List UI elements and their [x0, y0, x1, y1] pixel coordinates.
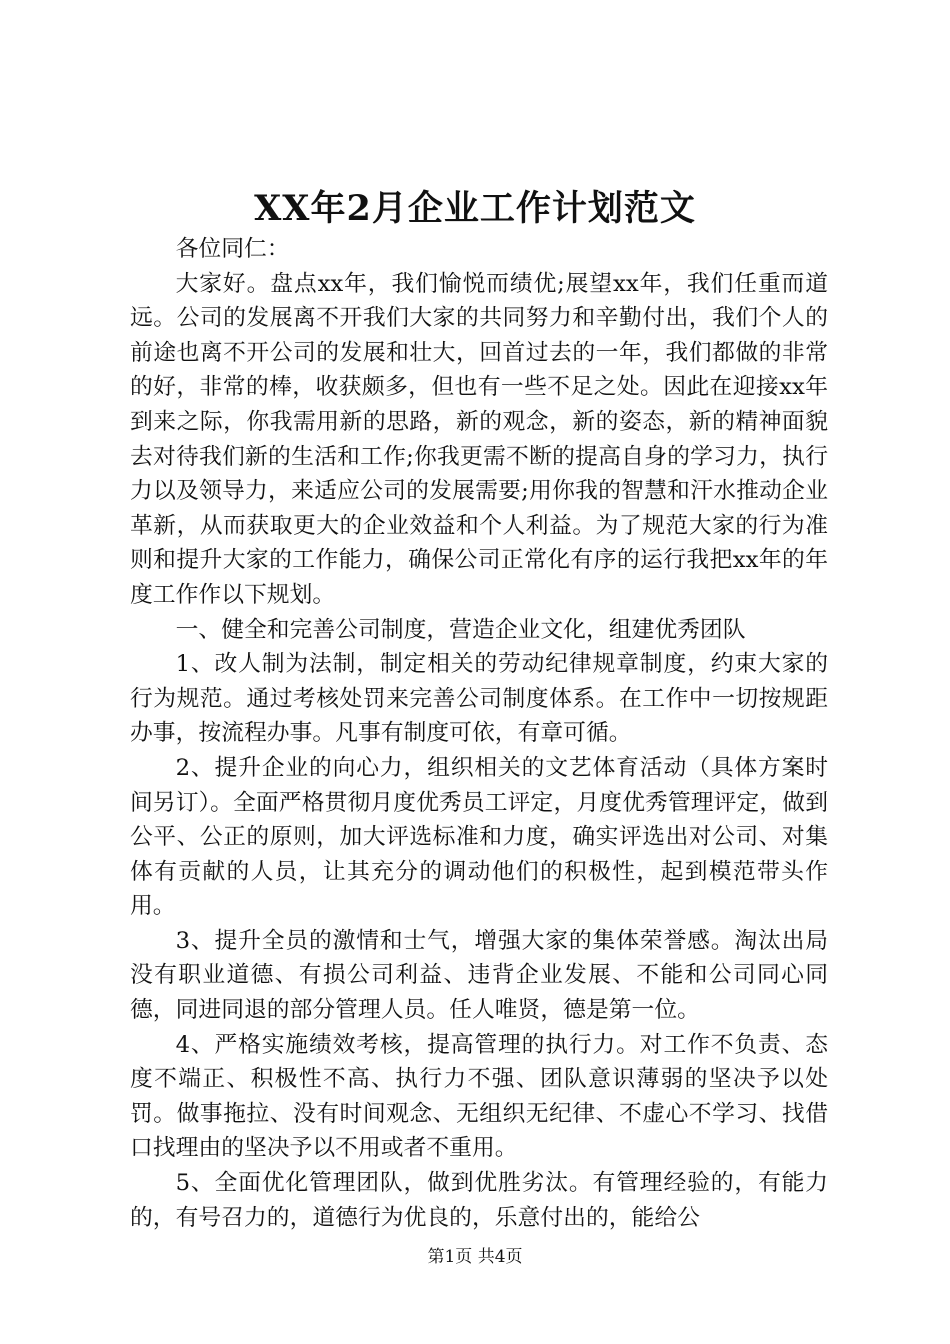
section-heading: 一、健全和完善公司制度，营造企业文化，组建优秀团队	[175, 616, 746, 643]
document-body	[130, 232, 828, 1235]
list-item-1: 1、改人制为法制，制定相关的劳动纪律规章制度，约束大家的行为规范。通过考核处罚来完善公司制度体系。在工作中一切按规距办事，按流程办事。凡事有制度可依，有章可循。	[130, 651, 828, 747]
list-item-3: 3、提升全员的激情和士气，增强大家的集体荣誉感。淘汰出局没有职业道德、有损公司利益、违背企业发展、不能和公司同心同德，同进同退的部分管理人员。任人唯贤，德是第一位。	[130, 927, 828, 1024]
document-title: XX年2月企业工作计划范文	[254, 188, 696, 229]
list-item-2: 2、提升企业的向心力，组织相关的文艺体育活动（具体方案时间另订）。全面严格贯彻月度优秀员工评定，月度优秀管理评定，做到公平、公正的原则，加大评选标准和力度，确实评选出对公司、对集体有贡献的人员，让其充分的调动他们的积极性，起到模范带头作用。	[130, 754, 828, 920]
intro-paragraph: 大家好。盘点xx年，我们愉悦而绩优;展望xx年，我们任重而道远。公司的发展离不开我们大家的共同努力和辛勤付出，我们个人的前途也离不开公司的发展和壮大，回首过去的一年，我们都做的非常的好，非常的棒，收获颇多，但也有一些不足之处。因此在迎接xx年到来之际，你我需用新的思路，新的观念，新的姿态，新的精神面貌去对待我们新的生活和工作;你我更需不断的提高自身的学习力，执行力以及领导力，来适应公司的发展需要;用你我的智慧和汗水推动企业革新，从而获取更大的企业效益和个人利益。为了规范大家的行为准则和提升大家的工作能力，确保公司正常化有序的运行我把xx年的年度工作作以下规划。	[130, 270, 828, 608]
salutation: 各位同仁：	[175, 236, 290, 262]
page-number-footer: 第1页 共4页	[427, 1247, 523, 1267]
list-item-5: 5、全面优化管理团队，做到优胜劣汰。有管理经验的，有能力的，有号召力的，道德行为优良的，乐意付出的，能给公	[130, 1170, 828, 1231]
list-item-4: 4、严格实施绩效考核，提高管理的执行力。对工作不负责、态度不端正、积极性不高、执行力不强、团队意识薄弱的坚决予以处罚。做事拖拉、没有时间观念、无组织无纪律、不虚心不学习、找借口找理由的坚决予以不用或者不重用。	[130, 1031, 828, 1162]
